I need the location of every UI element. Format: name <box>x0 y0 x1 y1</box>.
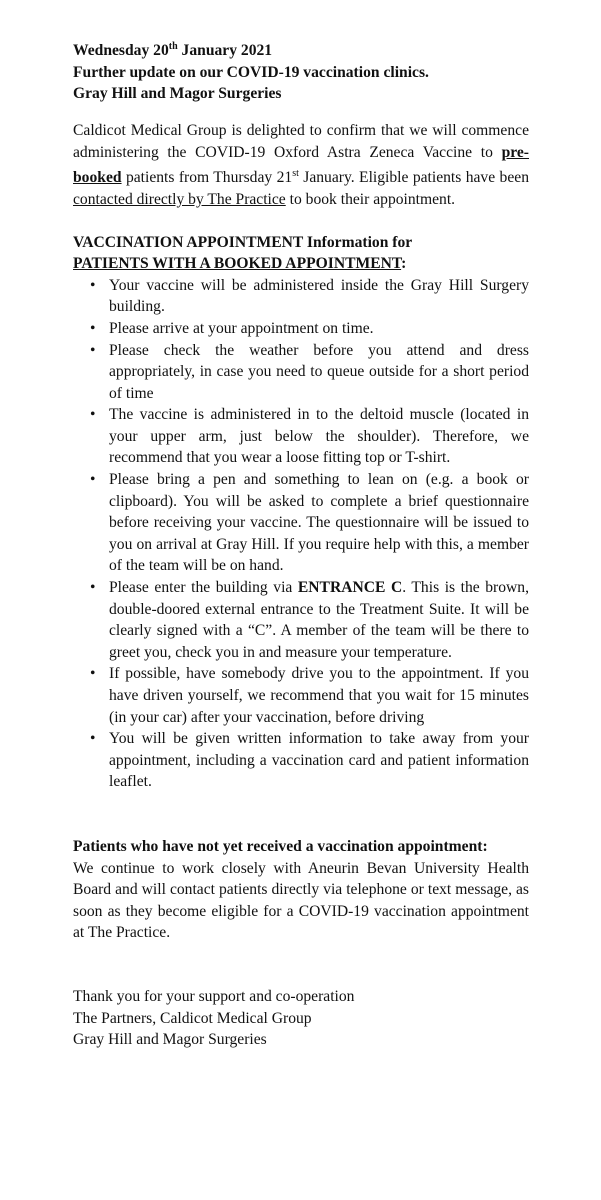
closing-surgeries: Gray Hill and Magor Surgeries <box>73 1031 267 1049</box>
not-yet-body: We continue to work closely with Aneurin Bevan University Health Board and will contact patients directly via telephone or text message, as soon as they become eligible for a COVID-19 vaccination appointment at The Practice. <box>73 859 529 942</box>
contacted-emphasis: contacted directly by The Practice <box>73 190 286 208</box>
prebooked-emphasis: pre-booked <box>73 143 529 187</box>
list-item: • Your vaccine will be administered inside the Gray Hill Surgery building. <box>90 276 529 316</box>
closing-thanks: Thank you for your support and co-operation <box>73 987 355 1005</box>
notice-date: Wednesday 20th January 2021 <box>73 41 273 60</box>
bullet-icon: • <box>90 579 96 597</box>
intro-paragraph: Caldicot Medical Group is delighted to confirm that we will commence administering the COVID-19 Oxford Astra Zeneca Vaccine to pre-booked patients from Thursday 21st January. Eligible patients have been contacted directly by The Practice to book their appointment. <box>73 121 529 208</box>
bullet-icon: • <box>90 276 96 294</box>
bullet-icon: • <box>90 471 96 489</box>
notice-surgeries: Gray Hill and Magor Surgeries <box>73 85 282 103</box>
list-item: • If possible, have somebody drive you to the appointment. If you have driven yourself, we recommend that you wait for 15 minutes (in your car) after your vaccination, before driving <box>90 665 529 726</box>
closing-section <box>73 986 529 1051</box>
list-item: • Please arrive at your appointment on time. <box>73 318 529 340</box>
notice-document <box>73 36 529 1051</box>
bullet-icon: • <box>90 341 96 359</box>
notice-header <box>73 36 529 105</box>
closing-signoff: The Partners, Caldicot Medical Group <box>73 1009 312 1027</box>
bullet-icon: • <box>90 406 96 424</box>
appointment-heading: VACCINATION APPOINTMENT Information for PATIENTS WITH A BOOKED APPOINTMENT: <box>73 233 413 273</box>
list-item: • Please check the weather before you attend and dress appropriately, in case you need to queue outside for a short period of time <box>90 341 529 402</box>
appointment-info-list <box>73 275 529 793</box>
notice-title: Further update on our COVID-19 vaccination clinics. <box>73 63 429 81</box>
list-item: • Please enter the building via ENTRANCE C. This is the brown, double-doored external entrance to the Treatment Suite. It will be clearly signed with a “C”. A member of the team will be there to greet you, check you in and measure your temperature. <box>90 579 530 661</box>
bullet-icon: • <box>90 319 96 337</box>
list-item: • The vaccine is administered in to the deltoid muscle (located in your upper arm, just below the shoulder). Therefore, we recommend that you wear a loose fitting top or T-shirt. <box>90 406 529 467</box>
list-item: • Please bring a pen and something to lean on (e.g. a book or clipboard). You will be asked to complete a brief questionnaire before receiving your vaccine. The questionnaire will be issued to you on arrival at Gray Hill. If you require help with this, a member of the team will be on hand. <box>90 471 529 575</box>
entrance-c-emphasis: ENTRANCE C <box>297 579 403 597</box>
not-yet-heading: Patients who have not yet received a vaccination appointment: <box>73 837 488 855</box>
bullet-icon: • <box>90 730 96 748</box>
bullet-icon: • <box>90 665 96 683</box>
list-item: • You will be given written information to take away from your appointment, including a vaccination card and patient information leaflet. <box>90 730 529 791</box>
not-yet-section <box>73 836 529 944</box>
